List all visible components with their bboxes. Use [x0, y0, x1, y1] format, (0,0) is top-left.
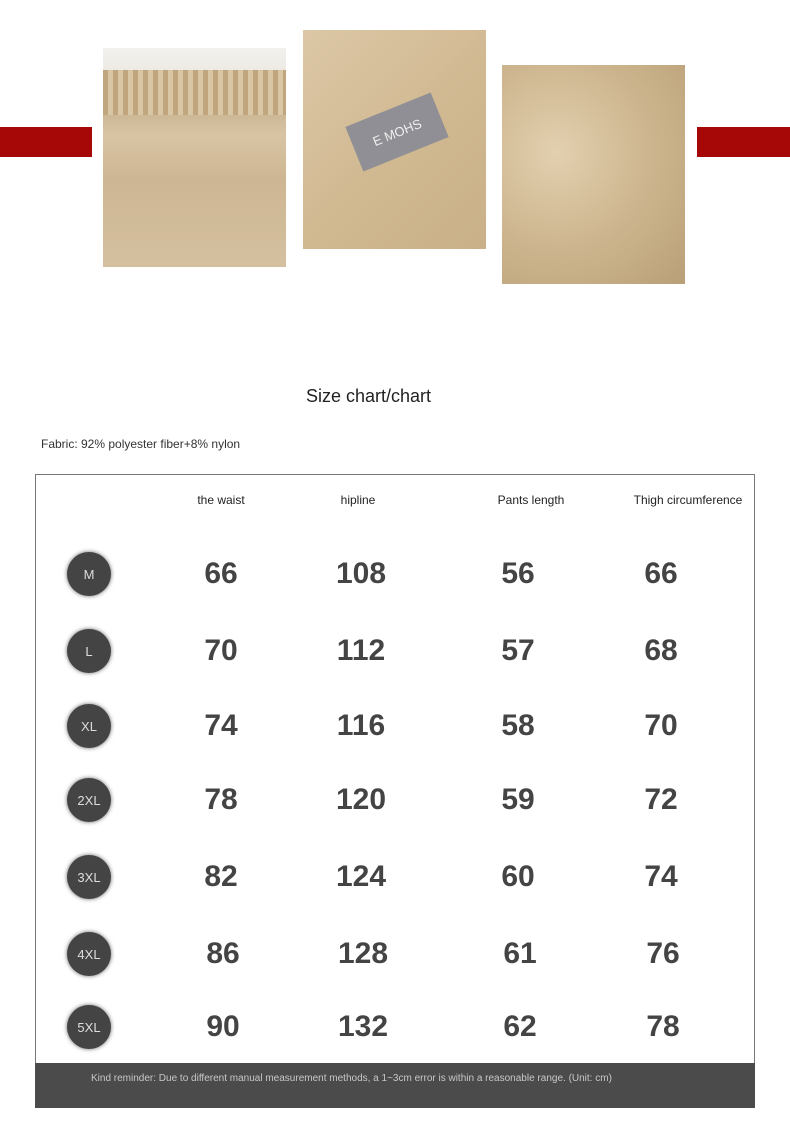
page-title: Size chart/chart — [305, 386, 432, 406]
measurement-value: 74 — [644, 860, 678, 893]
size-badge: L — [67, 629, 111, 673]
measurement-value: 62 — [503, 1010, 537, 1043]
photo-brand-label — [303, 30, 486, 249]
measurement-value: 132 — [337, 1010, 389, 1043]
table-row — [36, 775, 754, 825]
measurement-value: 58 — [501, 709, 535, 742]
measurement-value: 74 — [204, 709, 238, 742]
measurement-value: 56 — [501, 557, 535, 590]
measurement-value: 86 — [206, 937, 240, 970]
size-table — [35, 474, 755, 1108]
measurement-value: 78 — [204, 783, 238, 816]
measurement-value: 57 — [501, 634, 535, 667]
red-accent-bar-right — [697, 127, 790, 157]
measurement-value: 124 — [335, 860, 387, 893]
measurement-value: 82 — [204, 860, 238, 893]
measurement-value: 66 — [644, 557, 678, 590]
header-pants-length: Pants length — [497, 493, 565, 507]
measurement-value: 59 — [501, 783, 535, 816]
size-badge: 3XL — [67, 855, 111, 899]
table-row — [36, 852, 754, 902]
header-hipline: hipline — [340, 493, 376, 507]
measurement-value: 112 — [336, 634, 386, 667]
measurement-value: 72 — [644, 783, 678, 816]
measurement-value: 120 — [335, 783, 387, 816]
size-badge: 2XL — [67, 778, 111, 822]
measurement-value: 70 — [204, 634, 238, 667]
size-badge: M — [67, 552, 111, 596]
size-badge: 4XL — [67, 932, 111, 976]
red-accent-bar-left — [0, 127, 92, 157]
measurement-value: 116 — [336, 709, 386, 742]
measurement-value: 66 — [204, 557, 238, 590]
header-thigh: Thigh circumference — [633, 493, 743, 507]
measurement-value: 70 — [644, 709, 678, 742]
measurement-value: 108 — [335, 557, 387, 590]
measurement-value: 68 — [644, 634, 678, 667]
table-row — [36, 701, 754, 751]
measurement-value: 76 — [646, 937, 680, 970]
photo-elastic-waistband — [103, 48, 286, 267]
fabric-info: Fabric: 92% polyester fiber+8% nylon — [41, 437, 241, 451]
brand-tag: E MOHS — [345, 93, 448, 172]
measurement-value: 60 — [501, 860, 535, 893]
header-waist: the waist — [197, 493, 245, 507]
measurement-reminder: Kind reminder: Due to different manual measurement methods, a 1~3cm error is within a reasonable range. (Unit: cm) — [35, 1063, 755, 1108]
measurement-value: 90 — [206, 1010, 240, 1043]
size-badge: 5XL — [67, 1005, 111, 1049]
size-badge: XL — [67, 704, 111, 748]
table-row — [36, 1002, 754, 1052]
table-row — [36, 626, 754, 676]
measurement-value: 78 — [646, 1010, 680, 1043]
table-row — [36, 929, 754, 979]
measurement-value: 61 — [503, 937, 537, 970]
photo-fabric-detail — [502, 65, 685, 284]
table-row — [36, 549, 754, 599]
measurement-value: 128 — [337, 937, 389, 970]
